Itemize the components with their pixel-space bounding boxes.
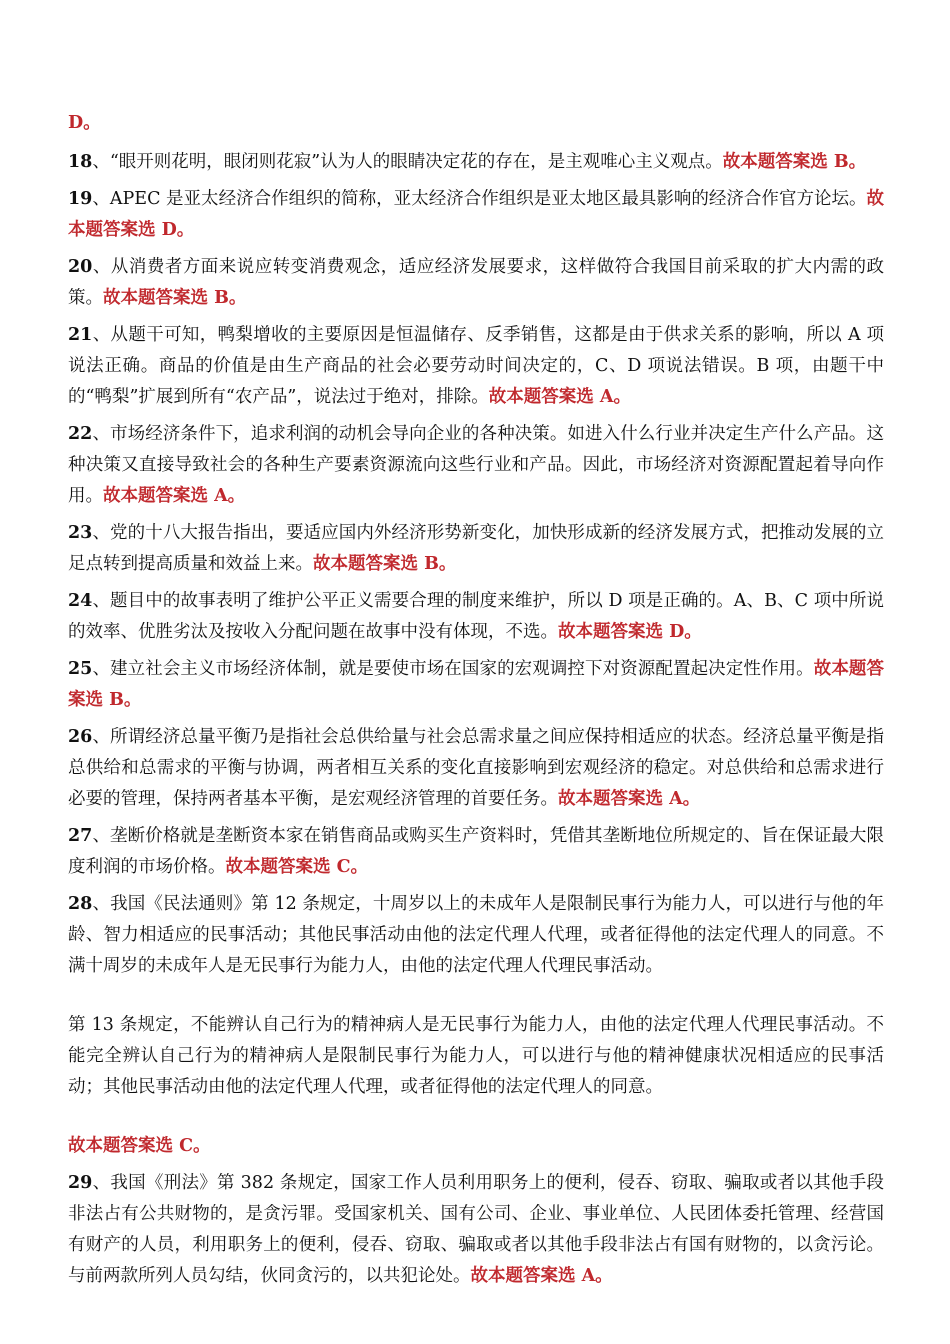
item-text: 、APEC 是亚太经济合作组织的简称，亚太经济合作组织是亚太地区最具影响的经济合作官方论坛。 <box>92 189 867 209</box>
item-answer: 故本题答案选 C。 <box>68 1136 211 1156</box>
item-answer: 故本题答案选 A。 <box>470 1266 613 1286</box>
item-text: 、从消费者方面来说应转变消费观念，适应经济发展要求，这样做符合我国目前采取的扩大内需的政策。 <box>68 257 884 308</box>
answer-item-20 <box>68 252 884 314</box>
item-text: 、垄断价格就是垄断资本家在销售商品或购买生产资料时，凭借其垄断地位所规定的、旨在保证最大限度利润的市场价格。 <box>68 826 884 877</box>
item-number: 26 <box>68 727 93 747</box>
answer-item-23 <box>68 518 884 580</box>
answer-item-18 <box>68 147 884 178</box>
item-answer: 故本题答案选 A。 <box>103 486 246 506</box>
item-number: 27 <box>68 826 93 846</box>
item-number: 22 <box>68 424 93 444</box>
top-fragment <box>68 108 884 139</box>
answer-fragment: D。 <box>68 113 101 133</box>
item-text: 、建立社会主义市场经济体制，就是要使市场在国家的宏观调控下对资源配置起决定性作用。 <box>92 659 814 679</box>
item-answer: 故本题答案选 B。 <box>722 152 867 172</box>
answer-item-29 <box>68 1168 884 1292</box>
item-number: 24 <box>68 591 93 611</box>
paragraph-gap <box>68 988 884 1010</box>
article-13-paragraph: 第 13 条规定，不能辨认自己行为的精神病人是无民事行为能力人，由他的法定代理人代理民事活动。不能完全辨认自己行为的精神病人是限制民事行为能力人，可以进行与他的精神健康状况相适应的民事活动；其他民事活动由他的法定代理人代理，或者征得他的法定代理人的同意。 <box>68 1015 884 1097</box>
item-text: 、题目中的故事表明了维护公平正义需要合理的制度来维护，所以 D 项是正确的。A、B、C 项中所说的效率、优胜劣汰及按收入分配问题在故事中没有体现，不选。 <box>68 591 884 642</box>
paragraph-gap <box>68 1109 884 1131</box>
answer-item-28 <box>68 889 884 982</box>
item-text: 、党的十八大报告指出，要适应国内外经济形势新变化，加快形成新的经济发展方式，把推动发展的立足点转到提高质量和效益上来。 <box>68 523 884 574</box>
item-answer: 故本题答案选 A。 <box>488 387 631 407</box>
item-text: 、从题干可知，鸭梨增收的主要原因是恒温储存、反季销售，这都是由于供求关系的影响，所以 A 项说法正确。商品的价值是由生产商品的社会必要劳动时间决定的，C、D 项说法错误。B 项，由题干中的“鸭梨”扩展到所有“农产品”，说法过于绝对，排除。 <box>68 325 884 407</box>
item-answer: 故本题答案选 B。 <box>313 554 457 574</box>
answer-item-25 <box>68 654 884 716</box>
item-number: 20 <box>68 257 93 277</box>
answer-item-21 <box>68 320 884 413</box>
answer-item-22 <box>68 419 884 512</box>
answer-item-19 <box>68 184 884 246</box>
item-answer: 故本题答案选 B。 <box>103 288 247 308</box>
item-number: 21 <box>68 325 93 345</box>
document-page <box>68 108 884 1298</box>
answer-28-line <box>68 1131 884 1162</box>
answer-item-27 <box>68 821 884 883</box>
item-answer: 故本题答案选 A。 <box>558 789 701 809</box>
item-text: 、我国《刑法》第 382 条规定，国家工作人员利用职务上的便利，侵吞、窃取、骗取或者以其他手段非法占有公共财物的，是贪污罪。受国家机关、国有公司、企业、事业单位、人民团体委托管理、经营国有财产的人员，利用职务上的便利，侵吞、窃取、骗取或者以其他手段非法占有国有财物的，以贪污论。与前两款所列人员勾结，伙同贪污的，以共犯论处。 <box>68 1173 884 1286</box>
item-number: 18 <box>68 152 93 172</box>
item-answer: 故本题答案选 D。 <box>68 189 884 240</box>
item-number: 23 <box>68 523 93 543</box>
item-answer: 故本题答案选 B。 <box>68 659 885 710</box>
item-number: 28 <box>68 894 93 914</box>
answer-item-24 <box>68 586 884 648</box>
item-text: 、市场经济条件下，追求利润的动机会导向企业的各种决策。如进入什么行业并决定生产什么产品。这种决策又直接导致社会的各种生产要素资源流向这些行业和产品。因此，市场经济对资源配置起着导向作用。 <box>68 424 884 506</box>
item-number: 19 <box>68 189 93 209</box>
item-text: 、我国《民法通则》第 12 条规定，十周岁以上的未成年人是限制民事行为能力人，可以进行与他的年龄、智力相适应的民事活动；其他民事活动由他的法定代理人代理，或者征得他的法定代理人的同意。不满十周岁的未成年人是无民事行为能力人，由他的法定代理人代理民事活动。 <box>68 894 884 976</box>
item-answer: 故本题答案选 C。 <box>225 857 369 877</box>
answer-item-26 <box>68 722 884 815</box>
item-text: 、所谓经济总量平衡乃是指社会总供给量与社会总需求量之间应保持相适应的状态。经济总量平衡是指总供给和总需求的平衡与协调，两者相互关系的变化直接影响到宏观经济的稳定。对总供给和总需求进行必要的管理，保持两者基本平衡，是宏观经济管理的首要任务。 <box>68 727 884 809</box>
item-number: 25 <box>68 659 93 679</box>
item-number: 29 <box>68 1173 93 1193</box>
item-text: 、“眼开则花明，眼闭则花寂”认为人的眼睛决定花的存在，是主观唯心主义观点。 <box>92 152 723 172</box>
item-answer: 故本题答案选 D。 <box>558 622 702 642</box>
